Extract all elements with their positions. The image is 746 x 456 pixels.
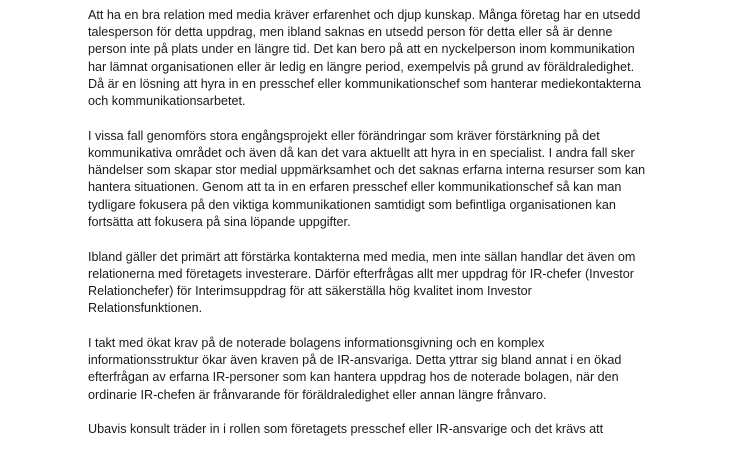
text-line: kommunikativa området och även då kan det vara aktuellt att hyra in en specialist. I andra fall sker — [88, 146, 635, 161]
text-line: fortsätta att fokusera på sina löpande uppgifter. — [88, 214, 351, 229]
text-line: efterfrågan av erfarna IR-personer som kan hantera uppdrag hos de noterade bolagen, när den — [88, 370, 619, 385]
text-line: händelser som skapar stor medial uppmärksamhet och det saknas erfarna interna resurser som kan — [88, 163, 646, 178]
paragraph-media-relations — [88, 7, 688, 110]
text-line: hantera situationen. Genom att ta in en erfaren presschef eller kommunikationschef så kan man — [88, 180, 622, 195]
text-line: Ibland gäller det primärt att förstärka kontakterna med media, men inte sällan handlar det även om — [88, 249, 636, 264]
text-line: Ubavis konsult träder in i rollen som företagets presschef eller IR-ansvarige och det krävs att — [88, 422, 604, 437]
text-line: I takt med ökat krav på de noterade bolagens informationsgivning och en komplex — [88, 336, 545, 351]
text-line: tydligare fokusera på den viktiga kommunikationen samtidigt som befintliga organisationen kan — [88, 197, 616, 212]
text-line: person inte på plats under en längre tid. Det kan bero på att en nyckelperson inom kommunikation — [88, 42, 635, 57]
paragraph-investor-relations — [88, 249, 688, 318]
text-line: informationsstruktur ökar även kraven på de IR-ansvariga. Detta yttrar sig bland annat i en ökad — [88, 353, 622, 368]
text-line: Att ha en bra relation med media kräver erfarenhet och djup kunskap. Många företag har en utsedd — [88, 8, 641, 22]
paragraph-projects — [88, 128, 688, 231]
text-line: har lämnat organisationen eller är ledig en längre period, exempelvis på grund av föräldraledighet. — [88, 59, 635, 74]
text-line: och kommunikationsarbetet. — [88, 94, 246, 109]
text-line: Relationchefer) för Interimsuppdrag för att säkerställa hög kvalitet inom Investor — [88, 284, 532, 299]
paragraph-ir-demands — [88, 335, 688, 404]
text-line: Då är en lösning att hyra in en presschef eller kommunikationschef som hanterar mediekontakterna — [88, 76, 642, 91]
paragraph-consultant-role — [88, 421, 688, 438]
text-line: Relationsfunktionen. — [88, 301, 203, 316]
text-line: talesperson för detta uppdrag, men ibland saknas en utsedd person för detta eller så är denne — [88, 25, 613, 40]
text-line: I vissa fall genomförs stora engångsprojekt eller förändringar som kräver förstärkning på det — [88, 128, 600, 143]
document-body — [88, 7, 688, 456]
text-line: ordinarie IR-chefen är frånvarande för föräldraledighet eller annan längre frånvaro. — [88, 387, 547, 402]
text-line: relationerna med företagets investerare. Därför efterfrågas allt mer uppdrag för IR-chefer (Investor — [88, 266, 634, 281]
